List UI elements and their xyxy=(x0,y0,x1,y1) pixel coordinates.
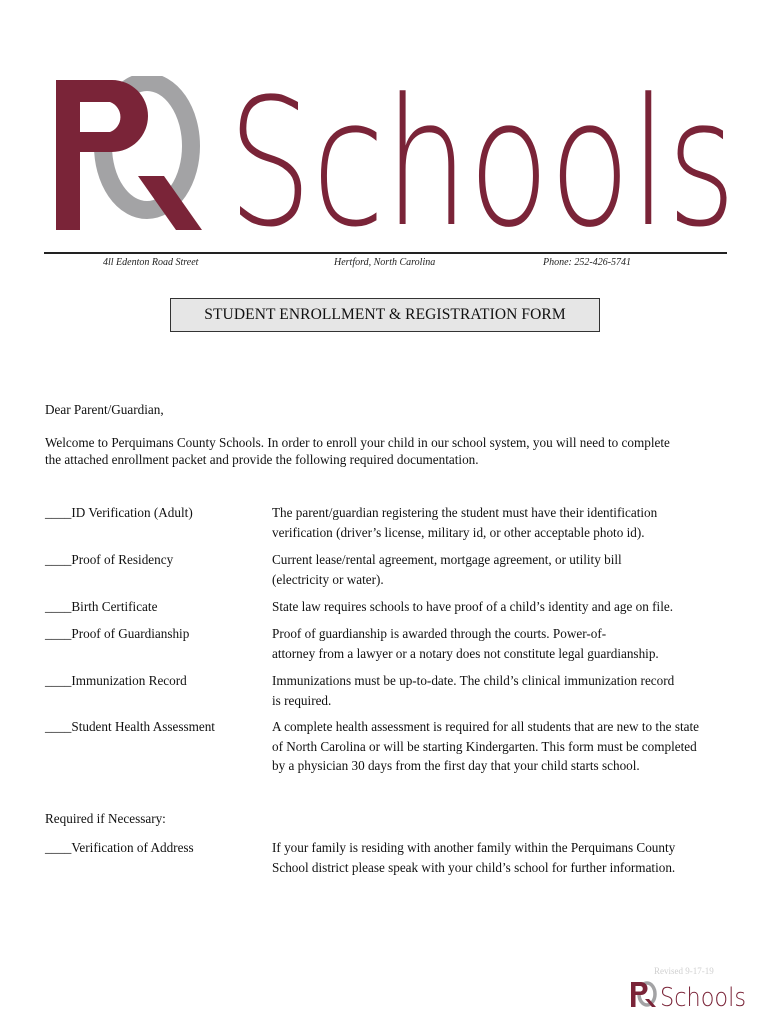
requirement-description xyxy=(272,624,742,663)
description-line: Proof of guardianship is awarded through the courts. Power-of- xyxy=(272,626,607,641)
intro-line-1: Welcome to Perquimans County Schools. In order to enroll your child in our school system, you will need to complete xyxy=(45,435,670,450)
requirement-description xyxy=(272,550,742,589)
requirement-description xyxy=(272,717,742,776)
pq-schools-logo xyxy=(52,76,742,236)
description-line: of North Carolina or will be starting Kindergarten. This form must be completed xyxy=(272,738,697,754)
schools-wordmark: Schools xyxy=(228,76,736,236)
footer-pq-monogram-icon xyxy=(631,982,656,1007)
requirement-description xyxy=(272,597,742,617)
description-line: Immunizations must be up-to-date. The child’s clinical immunization record xyxy=(272,673,675,688)
requirement-label: ____Verification of Address xyxy=(45,840,194,855)
description-line: The parent/guardian registering the student must have their identification xyxy=(272,505,658,520)
requirement-label: ____Proof of Guardianship xyxy=(45,626,190,641)
requirement-label: ____ID Verification (Adult) xyxy=(45,505,193,520)
description-line: attorney from a lawyer or a notary does not constitute legal guardianship. xyxy=(272,645,659,661)
description-line: (electricity or water). xyxy=(272,571,384,587)
description-line: by a physician 30 days from the first day that your child starts school. xyxy=(272,758,640,773)
requirement-label: ____Student Health Assessment xyxy=(45,719,215,734)
description-line: State law requires schools to have proof of a child’s identity and age on file. xyxy=(272,599,674,614)
revised-date: Revised 9-17-19 xyxy=(654,966,714,976)
form-title: STUDENT ENROLLMENT & REGISTRATION FORM xyxy=(170,298,600,332)
header-rule xyxy=(44,252,727,254)
address-street: 4ll Edenton Road Street xyxy=(103,257,199,268)
requirement-label: ____Proof of Residency xyxy=(45,552,174,567)
requirement-description xyxy=(272,838,742,877)
intro-line-2: the attached enrollment packet and provide the following required documentation. xyxy=(45,452,479,467)
address-city: Hertford, North Carolina xyxy=(334,257,436,268)
requirement-label: ____Immunization Record xyxy=(45,673,187,688)
description-line: If your family is residing with another family within the Perquimans County xyxy=(272,840,676,855)
description-line: A complete health assessment is required for all students that are new to the state xyxy=(272,719,700,734)
requirement-description xyxy=(272,503,742,542)
description-line: verification (driver’s license, military id, or other acceptable photo id). xyxy=(272,524,645,540)
description-line: Current lease/rental agreement, mortgage agreement, or utility bill xyxy=(272,552,622,567)
optional-heading: Required if Necessary: xyxy=(45,811,166,826)
description-line: School district please speak with your child’s school for further information. xyxy=(272,859,676,875)
pq-monogram-icon xyxy=(56,80,202,230)
description-line: is required. xyxy=(272,692,332,708)
requirement-description xyxy=(272,671,742,710)
requirement-label: ____Birth Certificate xyxy=(45,599,158,614)
footer-schools-wordmark: Schools xyxy=(660,983,746,1010)
salutation: Dear Parent/Guardian, xyxy=(45,402,164,417)
address-phone: Phone: 252-426-5741 xyxy=(543,257,632,268)
footer-pq-schools-logo xyxy=(630,980,750,1010)
